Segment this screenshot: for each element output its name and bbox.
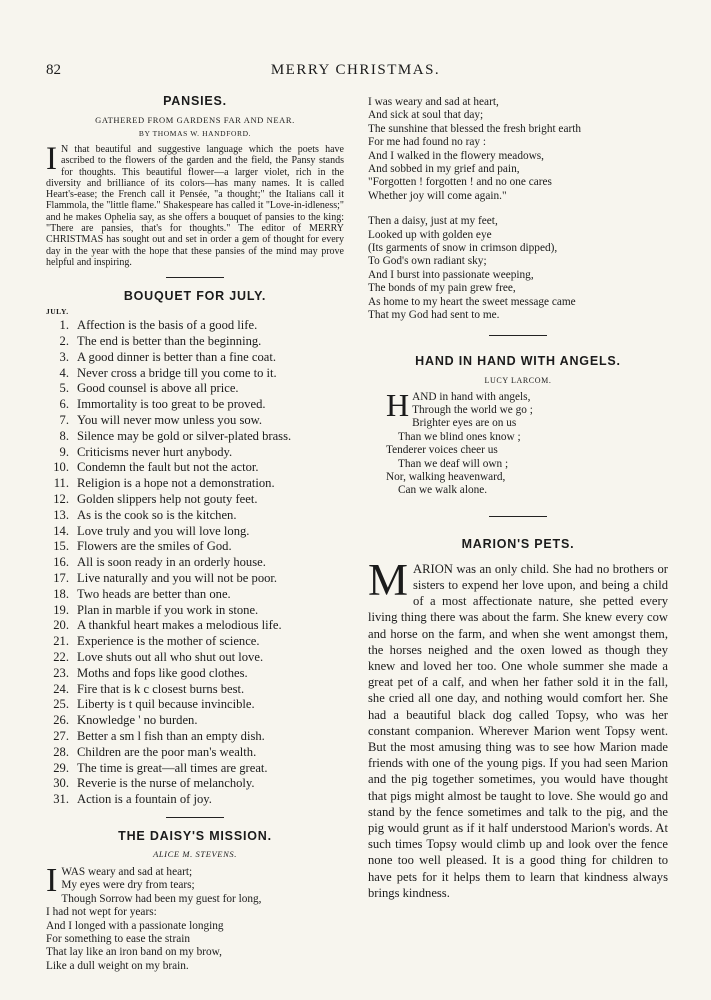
poem-line: That my God had sent to me. [368,309,500,322]
poem-line: And I walked in the flowery meadows, [368,149,544,162]
maxim-text: Silence may be gold or silver-plated brass. [77,428,292,443]
pansies-byline: BY THOMAS W. HANDFORD. [138,129,252,138]
maxim-number: 26. [53,713,69,728]
maxim-text: The time is great—all times are great. [77,760,268,775]
maxim-number: 22. [53,650,69,664]
maxim-number: 27. [53,728,69,743]
daisy-byline: ALICE M. STEVENS. [153,848,237,859]
maxim-number: 18. [53,586,69,601]
maxim-number: 24. [53,681,69,696]
poem-line: For me had found no ray : [368,136,486,149]
maxim-number: 7. [59,413,69,428]
maxim-item [46,666,344,682]
maxim-item [46,682,344,698]
bouquet-title: BOUQUET FOR JULY. [123,289,267,304]
poem-line: Whether joy will come again." [368,189,507,202]
angels-poem [386,386,668,498]
maxim-number: 4. [59,365,69,380]
maxim-text: Action is a fountain of joy. [77,792,212,807]
maxim-item [46,476,344,492]
maxim-text: Affection is the basis of a good life. [77,318,258,333]
angels-byline: LUCY LARCOM. [484,375,552,385]
maxim-text: Never cross a bridge till you come to it. [77,365,277,380]
poem-line: AND in hand with angels, [412,390,531,403]
maxim-item [46,761,344,777]
maxim-item [46,429,344,445]
poem-line: Like a dull weight on my brain. [46,959,189,972]
maxim-number: 13. [53,507,69,522]
maxim-number: 16. [53,555,69,570]
maxim-item [46,603,344,619]
maxim-item [46,571,344,587]
maxim-text: Religion is a hope not a demonstration. [77,476,275,491]
pansies-intro [46,141,344,268]
maxim-number: 6. [59,397,69,412]
maxim-number: 20. [53,618,69,633]
maxim-number: 12. [53,492,69,507]
maxim-item [46,729,344,745]
maxim-item [46,697,344,713]
maxim-number: 15. [53,539,69,554]
section-divider [166,277,224,278]
maxim-item [46,460,344,476]
maxim-number: 14. [53,523,69,538]
maxim-text: Fire that is k c closest burns best. [77,681,245,696]
poem-line: Nor, walking heavenward, [386,470,506,483]
maxim-item [46,587,344,603]
maxim-number: 30. [53,776,69,791]
section-divider [489,516,547,517]
maxim-item [46,334,344,350]
maxim-number: 25. [53,697,69,712]
right-column [368,96,668,901]
maxim-number: 28. [53,744,69,759]
maxim-number: 1. [59,318,69,333]
maxim-item [46,366,344,382]
maxim-text: Golden slippers help not gouty feet. [77,492,258,507]
poem-line: (Its garments of snow in crimson dipped), [368,242,558,255]
marion-dropcap: M [368,554,409,605]
maxim-item [46,745,344,761]
maxim-text: Condemn the fault but not the actor. [77,460,259,475]
maxim-text: Criticisms never hurt anybody. [77,444,233,459]
maxim-text: Good counsel is above all price. [77,381,239,396]
maxim-text: Reverie is the nurse of melancholy. [77,776,255,791]
maxim-text: A good dinner is better than a fine coat. [77,349,276,364]
running-title: MERRY CHRISTMAS. [270,62,441,78]
maxim-item [46,381,344,397]
maxim-text: Love truly and you will love long. [77,523,250,538]
maxim-text: A thankful heart makes a melodious life. [77,618,282,633]
maxim-item [46,318,344,334]
section-divider [166,817,224,818]
marion-body: ARION was an only child. She had no brothers or sisters to expend her love upon, and being a child of a most affectionate nature, she petted every living thing there was about the farm. She knew every cow and horse on the farm, and when she went amongst them, the horses neighed and the oxen lowed as though they knew and loved her too. One whole summer she made a great pet of a calf, and when her father sold it in the fall, she cried all one day, and nothing would comfort her. She had a beautiful black dog called Topsy, who was her constant companion. Wherever Marion went Topsy went. But the most amusing thing was to see how Marion made friends with one of the young pigs. If you had seen Marion and the pig together sometimes, you would have thought that pigs might almost be taught to love. She would go and stand by the fence sometimes and talk to the pig, and the pig would grunt as if it half understood Marion's words. At such times Topsy would climb up and look over the fence none too well pleased. It is a good thing for children to have pets for it helps them to learn that kindness always brings kindness. [368,561,668,900]
maxim-number: 31. [53,792,69,807]
pansies-dropcap: I [46,141,57,177]
poem-line: And sobbed in my grief and pain, [368,163,520,176]
maxim-item [46,524,344,540]
daisy-stanza-2 [368,96,668,203]
angels-title: HAND IN HAND WITH ANGELS. [415,353,621,368]
poem-line: As home to my heart the sweet message came [368,295,576,308]
pansies-title: PANSIES. [163,94,227,108]
maxim-text: Immortality is too great to be proved. [77,397,266,412]
maxim-item [46,634,344,650]
maxim-number: 19. [53,602,69,617]
maxim-item [46,713,344,729]
maxim-text: All is soon ready in an orderly house. [77,555,266,570]
maxim-number: 21. [53,634,69,649]
maxim-number: 9. [59,444,69,459]
maxim-number: 17. [53,571,69,586]
pansies-body: N that beautiful and suggestive language which the poets have ascribed to the flowers of the garden and the field, the Pansy stands for thoughts. This beautiful flower—a larger violet, rich in the diversity and brilliance of its colors—has many names. It is called Heart's-ease; the French call it Pensée, "a thought;" the Italians call it Flammola, the "little flame." Shakespeare has called it "Love-in-idleness;" and he makes Ophelia say, as she offers a bouquet of pansies to the king: "There are pansies, that's for thoughts." The editor of MERRY CHRISTMAS has sought out and set in order a gem of thought for every day in the year with the hope that these pansies of the mind may prove helpful and inspiring. [46,144,344,268]
poem-line: Though Sorrow had been my guest for long, [61,892,262,905]
maxim-number: 23. [53,665,69,680]
maxim-text: Better a sm l fish than an empty dish. [77,728,265,743]
daisy-dropcap: I [46,861,58,899]
poem-line: Can we walk alone. [398,484,488,497]
maxim-item [46,397,344,413]
maxim-number: 3. [59,349,69,364]
section-divider [489,335,547,336]
daisy-title: THE DAISY'S MISSION. [118,828,272,843]
maxim-number: 10. [53,460,69,475]
maxim-text: Moths and fops like good clothes. [77,665,248,680]
poem-line: To God's own radiant sky; [368,255,487,268]
maxim-list [46,318,344,808]
left-column [46,94,344,973]
bouquet-month: JULY. [46,307,69,317]
poem-line: And I burst into passionate weeping, [368,268,534,281]
poem-line: The bonds of my pain grew free, [368,282,516,295]
maxim-item [46,618,344,634]
maxim-item [46,492,344,508]
poem-line: Through the world we go ; [412,403,533,416]
maxim-item [46,650,344,666]
maxim-number: 5. [59,381,69,396]
maxim-number: 2. [59,334,69,349]
poem-line: And sick at soul that day; [368,109,484,122]
maxim-item [46,776,344,792]
maxim-item [46,792,344,808]
marion-title: MARION'S PETS. [461,536,575,551]
maxim-text: Knowledge ' no burden. [77,713,198,728]
maxim-item [46,350,344,366]
maxim-item [46,445,344,461]
poem-line: For something to ease the strain [46,933,191,945]
maxim-item [46,413,344,429]
maxim-item [46,555,344,571]
poem-line: Tenderer voices cheer us [386,444,498,457]
poem-line: The sunshine that blessed the fresh bright earth [368,122,582,135]
poem-line: WAS weary and sad at heart; [61,865,193,878]
maxim-text: You will never mow unless you sow. [77,413,263,428]
poem-line: Brighter eyes are on us [412,417,517,430]
maxim-text: Children are the poor man's wealth. [77,744,257,759]
pansies-subtitle: GATHERED FROM GARDENS FAR AND NEAR. [95,115,295,125]
poem-line: Than we blind ones know ; [398,430,521,443]
poem-line: "Forgotten ! forgotten ! and no one cares [368,176,552,189]
poem-line: Than we deaf will own ; [398,457,509,470]
poem-line: I had not wept for years: [46,906,157,919]
angels-dropcap: H [386,386,410,423]
poem-line: Looked up with golden eye [368,228,492,241]
marion-story [368,554,668,901]
daisy-stanza-1 [46,861,344,973]
page-number: 82 [46,62,61,78]
daisy-stanza-3 [368,215,668,322]
maxim-text: As is the cook so is the kitchen. [77,507,237,522]
maxim-text: Two heads are better than one. [77,586,231,601]
maxim-text: Love shuts out all who shut out love. [77,650,264,664]
maxim-item [46,508,344,524]
maxim-text: Flowers are the smiles of God. [77,539,232,554]
poem-line: That lay like an iron band on my brow, [46,946,222,959]
maxim-text: Plan in marble if you work in stone. [77,602,259,617]
maxim-item [46,539,344,555]
maxim-text: Live naturally and you will not be poor. [77,571,278,586]
poem-line: My eyes were dry from tears; [61,879,195,892]
maxim-number: 29. [53,760,69,775]
maxim-text: Liberty is t quil because invincible. [77,697,255,712]
poem-line: And I longed with a passionate longing [46,919,224,932]
poem-line: I was weary and sad at heart, [368,96,499,108]
maxim-number: 8. [59,428,69,443]
maxim-text: The end is better than the beginning. [77,334,262,349]
maxim-number: 11. [53,476,69,491]
poem-line: Then a daisy, just at my feet, [368,215,498,228]
maxim-text: Experience is the mother of science. [77,634,260,649]
